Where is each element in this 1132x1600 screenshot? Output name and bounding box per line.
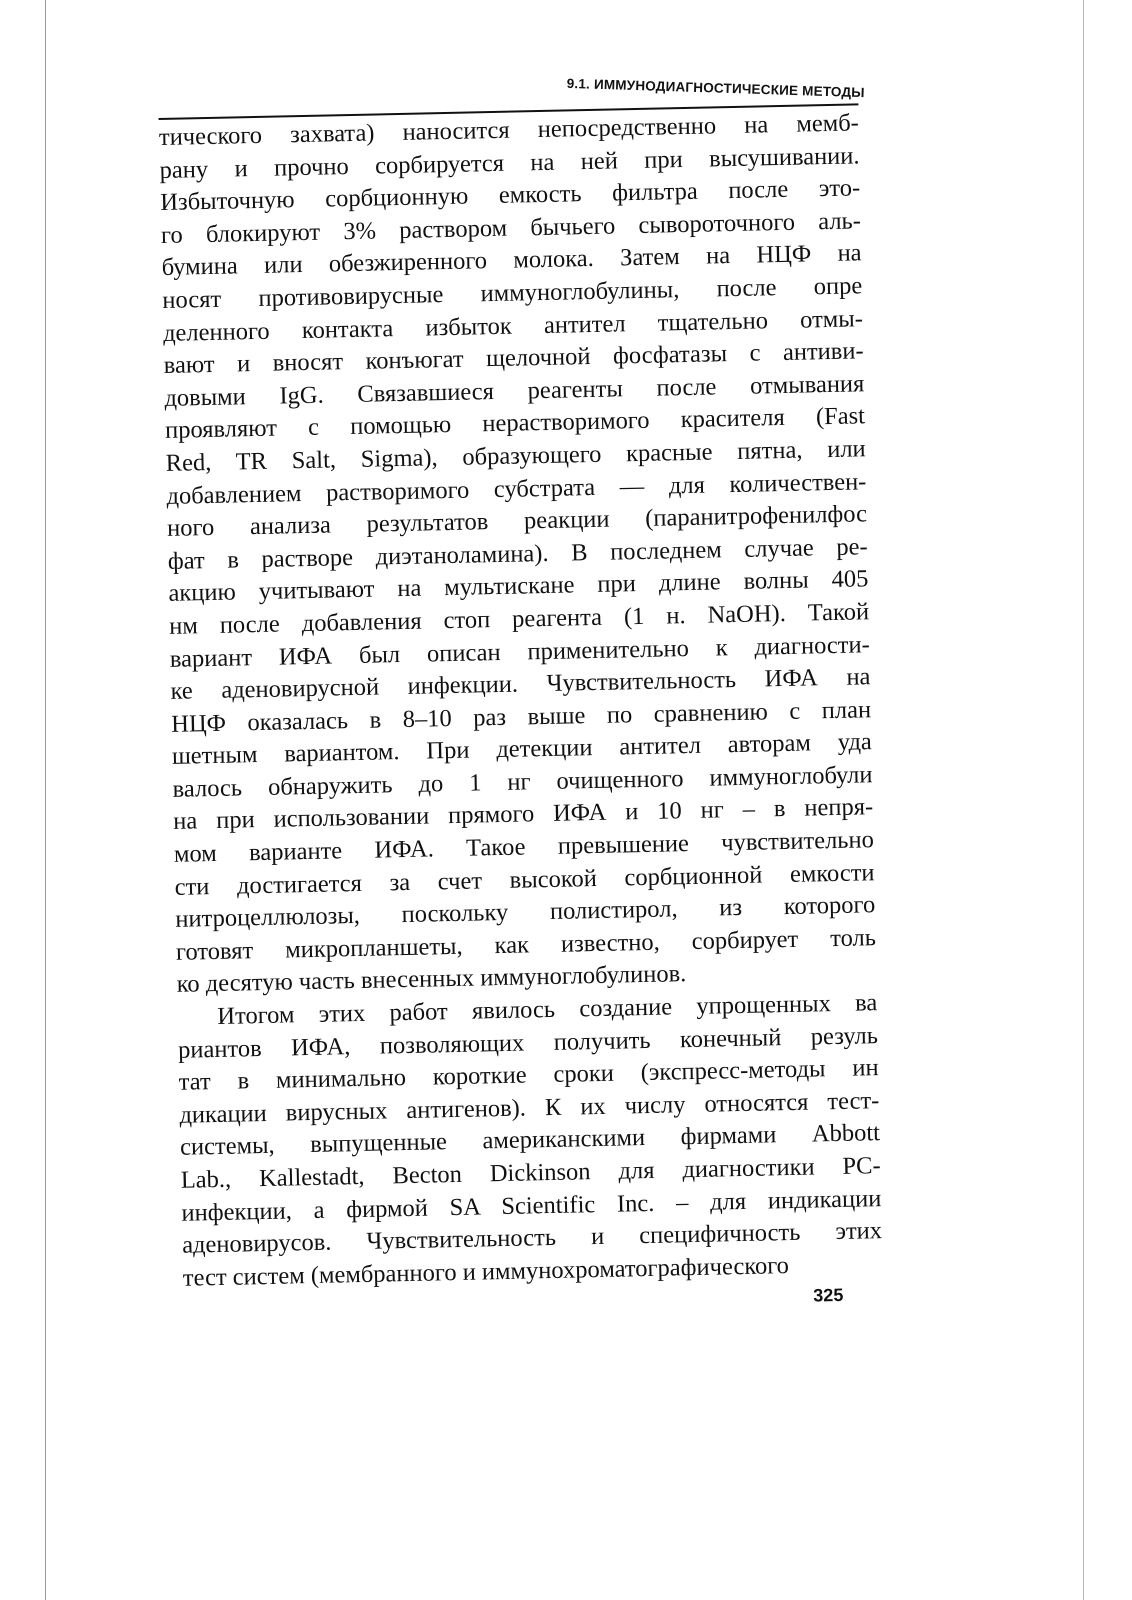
text-line: фат в растворе диэтаноламина). В последнем случае ре- xyxy=(167,532,868,575)
text-line: го блокируют 3% раствором бычьего сывороточного аль- xyxy=(160,207,862,249)
text-line: мом варианте ИФА. Такое превышение чувствительно xyxy=(173,826,875,868)
scan-edge-right xyxy=(1083,0,1084,1600)
text-line: тического захвата) наносится непосредственно на мемб- xyxy=(158,109,860,151)
running-head-title: 9.1. ИММУНОДИАГНОСТИЧЕСКИЕ МЕТОДЫ xyxy=(566,75,865,101)
text-line: аденовирусов. Чувствительность и специфичность этих xyxy=(181,1217,883,1259)
text-line: тест систем (мембранного и иммунохроматографического xyxy=(182,1251,790,1292)
text-line: носят противовирусные иммуноглобулины, после опре xyxy=(162,272,863,314)
text-line: на при использовании прямого ИФА и 10 нг – в непря- xyxy=(173,793,874,836)
text-line: шетным вариантом. При детекции антител авторам уда xyxy=(171,728,873,771)
text-line: акцию учитывают на мультискане при длине волны 405 xyxy=(168,565,869,608)
text-line: НЦФ оказалась в 8–10 раз выше по сравнению с план xyxy=(170,695,872,738)
book-page xyxy=(158,77,884,1320)
text-line: деленного контакта избыток антител тщательно отмы- xyxy=(162,304,864,347)
text-line: ко десятую часть внесенных иммуноглобулинов. xyxy=(176,960,687,999)
text-line: инфекции, а фирмой SA Scientific Inc. – для индикации xyxy=(181,1184,882,1227)
text-line: Lab., Kallestadt, Becton Dickinson для диагностики PC- xyxy=(180,1152,881,1194)
text-line: валось обнаружить до 1 нг очищенного иммуноглобули xyxy=(172,761,873,803)
paragraph-2 xyxy=(177,987,883,1295)
text-line: проявляют с помощью нерастворимого красителя (Fast xyxy=(164,402,866,445)
text-line: риантов ИФА, позволяющих получить конечный резуль xyxy=(177,1021,879,1064)
text-line: системы, выпущенные американскими фирмами Abbott xyxy=(179,1119,881,1162)
text-line: добавлением растворимого субстрата — для количествен- xyxy=(166,467,867,510)
text-line: рану и прочно сорбируется на ней при высушивании. xyxy=(159,141,860,184)
text-line: довыми IgG. Связавшиеся реагенты после отмывания xyxy=(164,370,865,412)
text-line: Red, TR Salt, Sigma), образующего красные пятна, или xyxy=(165,435,866,477)
body-text xyxy=(159,107,883,1295)
text-line: ке аденовирусной инфекции. Чувствительность ИФА на xyxy=(170,663,871,705)
scan-edge-left xyxy=(45,0,46,1600)
text-line: готовят микропланшеты, как известно, сорбирует толь xyxy=(175,923,877,966)
text-line: нитроцеллюлозы, поскольку полистирол, из которого xyxy=(175,891,876,934)
text-line: Итогом этих работ явилось создание упрощенных ва xyxy=(217,989,878,1030)
text-line: вариант ИФА был описан применительно к диагности- xyxy=(169,630,871,673)
page-number: 325 xyxy=(813,1285,844,1306)
text-line: бумина или обезжиренного молока. Затем на НЦФ на xyxy=(161,239,862,282)
text-line: ного анализа результатов реакции (паранитрофенилфос xyxy=(166,500,868,543)
text-line: нм после добавления стоп реагента (1 н. NaOH). Такой xyxy=(168,598,870,640)
text-line: Избыточную сорбционную емкость фильтра после это- xyxy=(160,174,861,217)
paragraph-1 xyxy=(159,107,877,1001)
text-line: вают и вносят конъюгат щелочной фосфатазы с антиви- xyxy=(163,337,864,380)
text-line: дикации вирусных антигенов). К их числу относятся тест- xyxy=(179,1086,880,1129)
text-line: сти достигается за счет высокой сорбционной емкости xyxy=(174,858,875,901)
text-line: тат в минимально короткие сроки (экспресс-методы ин xyxy=(178,1054,879,1096)
